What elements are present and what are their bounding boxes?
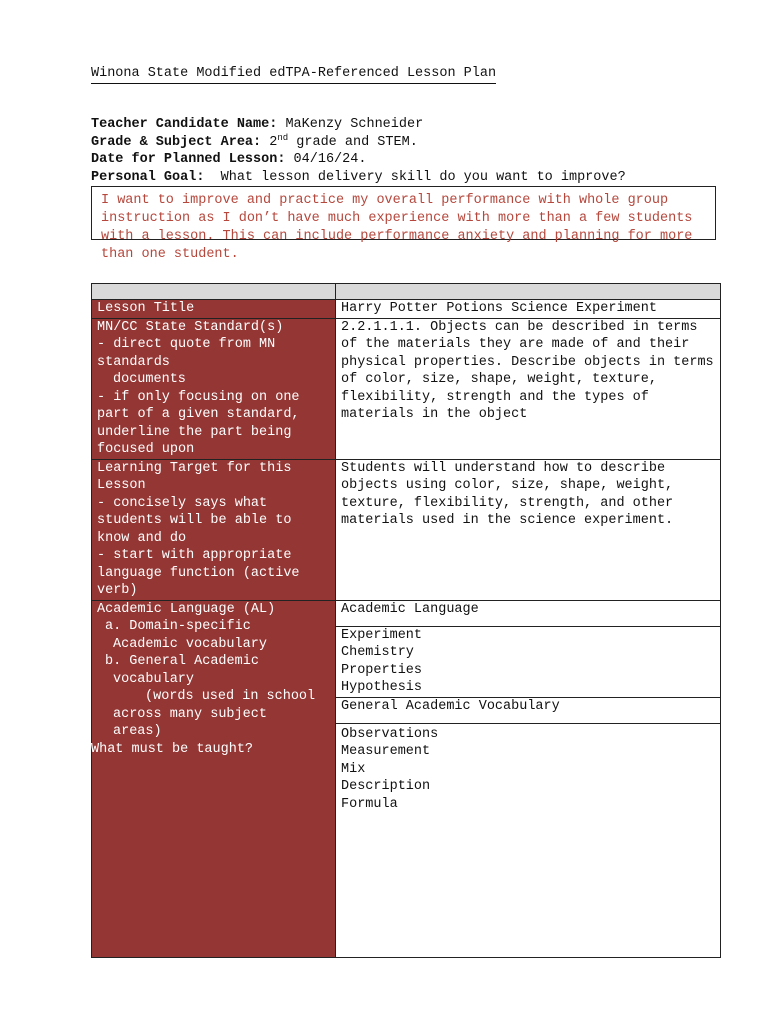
target-label-line: Learning Target for this Lesson <box>97 460 292 493</box>
list-item: Mix <box>341 761 366 777</box>
document-title: Winona State Modified edTPA-Referenced Lesson Plan <box>91 66 496 84</box>
learning-target-label <box>92 459 336 600</box>
al-label-line: b. General Academic <box>105 654 259 669</box>
academic-language-terms <box>336 626 721 697</box>
grade-row <box>91 134 626 152</box>
standards-value <box>336 318 721 459</box>
al-label-line: Academic Language (AL) <box>97 601 276 617</box>
standards-label-line: MN/CC State Standard(s) <box>97 319 284 335</box>
target-label-line: - concisely says what students will be able to know and do <box>97 495 292 546</box>
learning-target-text: Students will understand how to describe objects using color, size, shape, weight, texture, flexibility, strength, and other materials used in the science experiment. <box>341 460 674 528</box>
candidate-name-value: MaKenzy Schneider <box>285 117 424 132</box>
goal-question: What lesson delivery skill do you want to improve? <box>220 169 626 185</box>
list-item: Hypothesis <box>341 680 423 695</box>
grade-suffix: nd <box>277 132 289 143</box>
lesson-title-value-text: Harry Potter Potions Science Experiment <box>341 301 657 316</box>
gav-heading-text: General Academic Vocabulary <box>341 698 560 714</box>
al-label-line: Academic vocabulary <box>113 636 267 652</box>
al-label-line: across many subject <box>113 706 267 722</box>
academic-language-label <box>92 600 336 957</box>
list-item: Properties <box>341 662 423 678</box>
lesson-title-label-text: Lesson Title <box>97 301 195 316</box>
learning-target-row <box>92 459 721 600</box>
lesson-title-value <box>336 300 721 319</box>
list-item: Chemistry <box>341 645 414 660</box>
list-item: Measurement <box>341 744 431 759</box>
al-label-line: (words used in school <box>145 689 316 704</box>
goal-label: Personal Goal: <box>91 169 205 185</box>
candidate-name-row <box>91 116 626 134</box>
candidate-info <box>91 116 626 186</box>
al-label-line: areas) <box>113 724 162 739</box>
academic-language-heading <box>336 600 721 626</box>
al-label-line: a. Domain-specific <box>105 619 251 634</box>
grade-label: Grade & Subject Area: <box>91 134 262 150</box>
standards-label-line: documents <box>113 372 186 387</box>
date-row <box>91 151 626 169</box>
standards-label-line: - direct quote from MN standards <box>97 337 276 370</box>
standards-label-line: - if only focusing on one part of a given standard, underline the part being focused upon <box>97 389 300 457</box>
standards-value-text: 2.2.1.1.1. Objects can be described in terms of the materials they are made of and their physical properties. Describe objects in terms of color, size, shape, weight, texture, flexibility, strength and the types of materials in the object <box>341 319 714 422</box>
lesson-title-row <box>92 300 721 319</box>
standards-label <box>92 318 336 459</box>
lesson-title-label <box>92 300 336 319</box>
al-label-line: What must be taught? <box>91 741 254 757</box>
date-label: Date for Planned Lesson: <box>91 152 286 167</box>
standards-row <box>92 318 721 459</box>
general-vocab-heading <box>336 697 721 723</box>
grade-subject: grade and STEM. <box>296 134 418 150</box>
al-label-line: vocabulary <box>113 671 195 687</box>
general-vocab-terms <box>336 723 721 957</box>
academic-language-row <box>92 600 721 626</box>
table-header-row <box>92 284 721 300</box>
learning-target-value <box>336 459 721 600</box>
date-value: 04/16/24. <box>293 152 367 167</box>
al-heading-text: Academic Language <box>341 601 479 617</box>
target-label-line: - start with appropriate language function (active verb) <box>97 548 300 598</box>
lesson-plan-table <box>91 283 721 958</box>
personal-goal-box <box>91 186 716 262</box>
list-item: Formula <box>341 796 398 812</box>
list-item: Observations <box>341 726 439 742</box>
grade-number: 2 <box>269 134 278 150</box>
list-item: Description <box>341 779 431 794</box>
personal-goal-text: I want to improve and practice my overall performance with whole group instruction as I don’t have much experience with more than a few students with a lesson. This can include performance anxiety and planning for more than one student. <box>101 193 693 262</box>
candidate-name-label: Teacher Candidate Name: <box>91 117 278 132</box>
list-item: Experiment <box>341 627 423 643</box>
goal-row <box>91 169 626 187</box>
